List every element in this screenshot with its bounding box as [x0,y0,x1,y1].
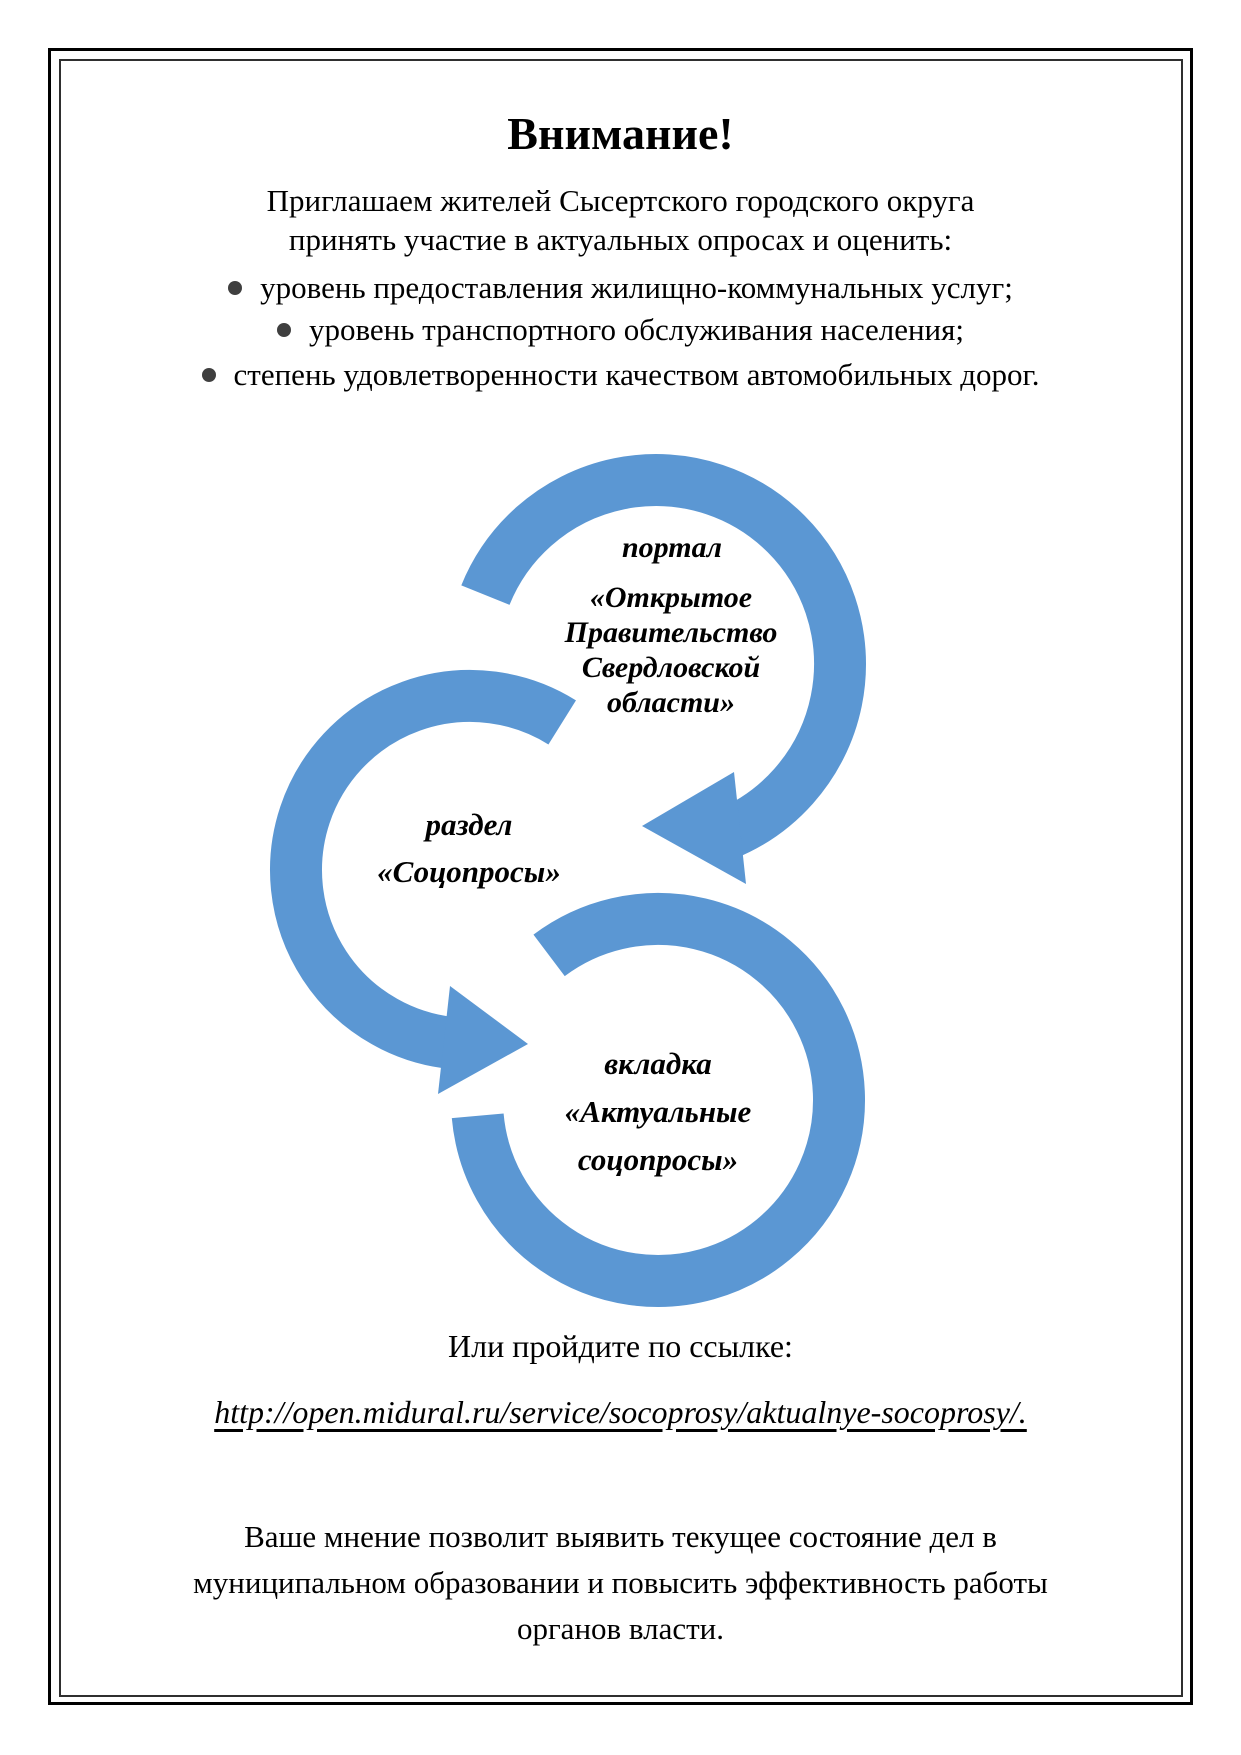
portal-subtitle-line: Правительство [564,616,778,649]
intro-line-1: Приглашаем жителей Сысертского городского округа [266,183,975,218]
diagram-step-portal-title: портал [621,531,723,564]
survey-link[interactable]: http://open.midural.ru/service/socoprosy/aktualnye-socoprosy/. [214,1394,1027,1430]
portal-subtitle-line: области» [607,686,735,719]
bullet-text: уровень предоставления жилищно-коммунальных услуг; [260,270,1013,305]
vkladka-subtitle-line: соцопросы» [577,1142,739,1177]
outro-paragraph [0,1514,1241,1652]
diagram-step-razdel [377,801,561,895]
bullet-text: степень удовлетворенности качеством автомобильных дорог. [233,357,1040,392]
intro-line-2: принять участие в актуальных опросах и оценить: [288,222,953,257]
page-title: Внимание! [507,108,734,159]
razdel-title: раздел [425,807,513,842]
portal-subtitle-line: Свердловской [581,651,761,684]
razdel-subtitle-line: «Соцопросы» [377,854,561,889]
vkladka-subtitle-line: «Актуальные [564,1094,752,1129]
link-intro-text: Или пройдите по ссылке: [448,1328,793,1364]
bullet-text: уровень транспортного обслуживания населения; [308,312,965,347]
arrowhead-portal-to-razdel [642,772,746,884]
diagram-step-portal-subtitle [565,580,778,720]
portal-subtitle-line: «Открытое [589,581,753,614]
arrowhead-razdel-to-vkladka [438,986,528,1094]
outro-line-3: органов власти. [516,1611,725,1646]
outro-line-2: муниципальном образовании и повысить эффективность работы [193,1565,1048,1600]
vkladka-title: вкладка [604,1046,712,1081]
diagram-step-vkladka [565,1040,752,1184]
outro-line-1: Ваше мнение позволит выявить текущее состояние дел в [244,1519,997,1554]
link-row [0,1391,1241,1433]
